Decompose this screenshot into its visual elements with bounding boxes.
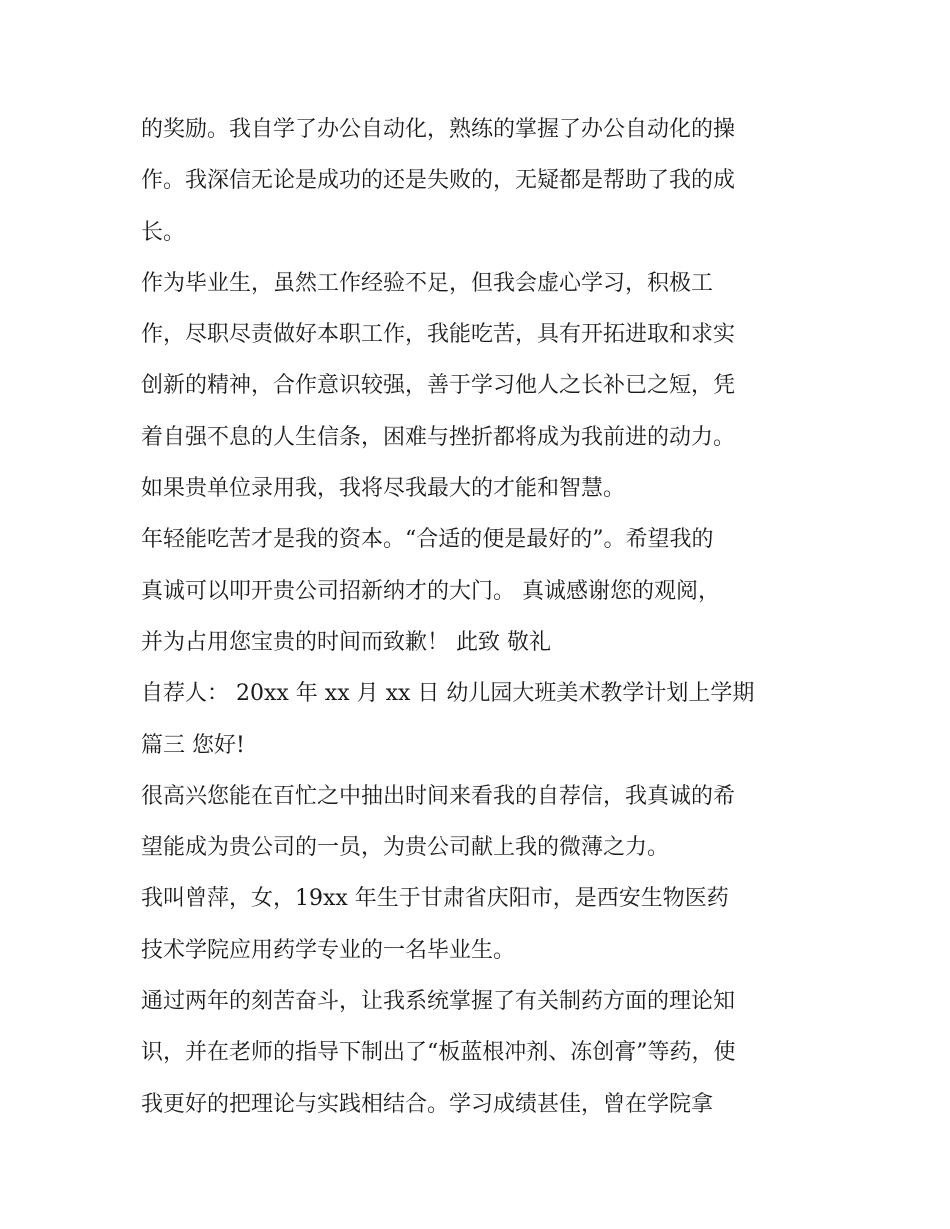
text-line: 作。我深信无论是成功的还是失败的，无疑都是帮助了我的成	[141, 168, 736, 194]
text-line: 着自强不息的人生信条，困难与挫折都将成为我前进的动力。	[141, 424, 736, 450]
text-line: 年轻能吃苦才是我的资本。“合适的便是最好的”。希望我的	[141, 527, 714, 553]
text-line: 真诚可以叩开贵公司招新纳才的大门。 真诚感谢您的观阅，	[141, 578, 720, 604]
text-line: 作，尽职尽责做好本职工作，我能吃苦，具有开拓进取和求实	[141, 322, 736, 348]
text-line: 识，并在老师的指导下制出了“板蓝根冲剂、冻创膏”等药，使	[141, 1040, 736, 1066]
text-line: 很高兴您能在百忙之中抽出时间来看我的自荐信，我真诚的希	[141, 783, 736, 809]
text-line: 篇三 您好!	[141, 732, 245, 758]
text-line: 技术学院应用药学专业的一名毕业生。	[141, 937, 516, 963]
text-line: 我更好的把理论与实践相结合。学习成绩甚佳，曾在学院拿	[141, 1091, 714, 1117]
text-line: 望能成为贵公司的一员，为贵公司献上我的微薄之力。	[141, 835, 670, 861]
text-line: 如果贵单位录用我，我将尽我最大的才能和智慧。	[141, 476, 626, 502]
text-line: 的奖励。我自学了办公自动化，熟练的掌握了办公自动化的操	[141, 117, 736, 142]
text-line: 并为占用您宝贵的时间而致歉！ 此致 敬礼	[141, 629, 551, 655]
document-body	[141, 104, 821, 1130]
text-line: 自荐人： 20xx 年 xx 月 xx 日 幼儿园大班美术教学计划上学期	[141, 681, 755, 707]
text-line: 长。	[141, 219, 186, 245]
text-line: 创新的精神，合作意识较强，善于学习他人之长补已之短，凭	[141, 373, 736, 399]
text-line: 作为毕业生，虽然工作经验不足，但我会虚心学习，积极工	[141, 270, 714, 296]
text-line: 通过两年的刻苦奋斗，让我系统掌握了有关制药方面的理论知	[141, 989, 736, 1015]
text-line: 我叫曾萍，女，19xx 年生于甘肃省庆阳市，是西安生物医药	[141, 886, 729, 912]
